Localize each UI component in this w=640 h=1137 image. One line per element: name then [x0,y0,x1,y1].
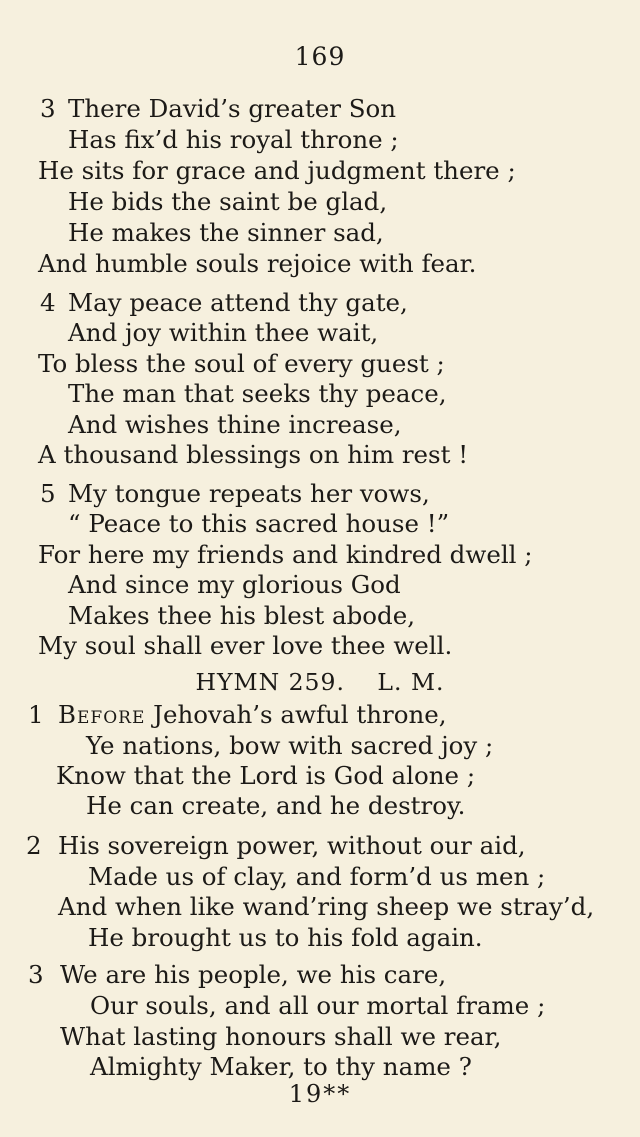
hymn-title: HYMN 259. [195,668,345,696]
verse-line: For here my friends and kindred dwell ; [38,540,533,569]
verse-line: There David’s greater Son [68,94,397,123]
verse-line: His sovereign power, without our aid, [58,831,526,860]
verse-line [58,700,447,730]
verse-line: My soul shall ever love thee well. [38,631,453,660]
verse-line: To bless the soul of every guest ; [38,349,445,378]
verse-line: Made us of clay, and form’d us men ; [88,862,546,891]
verse-line: He brought us to his fold again. [88,923,483,952]
verse-line: And wishes thine increase, [68,410,402,439]
verse-line: And humble souls rejoice with fear. [38,249,477,278]
verse-line: The man that seeks thy peace, [68,379,447,408]
verse-line: Know that the Lord is God alone ; [56,761,476,790]
verse-number: 3 [40,94,56,123]
verse-line: We are his people, we his care, [60,960,447,989]
hymn-heading [0,668,640,696]
verse-line: May peace attend thy gate, [68,288,408,317]
verse-line: He makes the sinner sad, [68,218,384,247]
verse-line: And joy within thee wait, [68,318,379,347]
verse-line: What lasting honours shall we rear, [60,1022,502,1051]
verse-line: My tongue repeats her vows, [68,479,430,508]
verse-line: A thousand blessings on him rest ! [38,440,469,469]
verse-line: Has fix’d his royal throne ; [68,125,399,154]
verse-number: 2 [26,831,42,860]
verse-line: Our souls, and all our mortal frame ; [90,991,546,1020]
verse-line: “ Peace to this sacred house !” [68,509,450,538]
verse-line: And since my glorious God [68,570,401,599]
verse-line: He bids the saint be glad, [68,187,388,216]
first-word: Before [58,700,146,729]
first-line-rest: Jehovah’s awful throne, [153,700,447,729]
verse-number: 5 [40,479,56,508]
hymn-meter: L. M. [377,668,445,696]
verse-number: 1 [28,700,44,729]
verse-line: Almighty Maker, to thy name ? [90,1052,472,1081]
verse-number: 3 [28,960,44,989]
verse-line: He sits for grace and judgment there ; [38,156,516,185]
verse-number: 4 [40,288,56,317]
signature-mark: 19** [288,1080,352,1108]
verse-line: Ye nations, bow with sacred joy ; [86,731,494,760]
verse-line: And when like wand’ring sheep we stray’d, [58,892,595,921]
verse-line: He can create, and he destroy. [86,791,466,820]
page-number: 169 [294,42,346,71]
verse-line: Makes thee his blest abode, [68,601,416,630]
